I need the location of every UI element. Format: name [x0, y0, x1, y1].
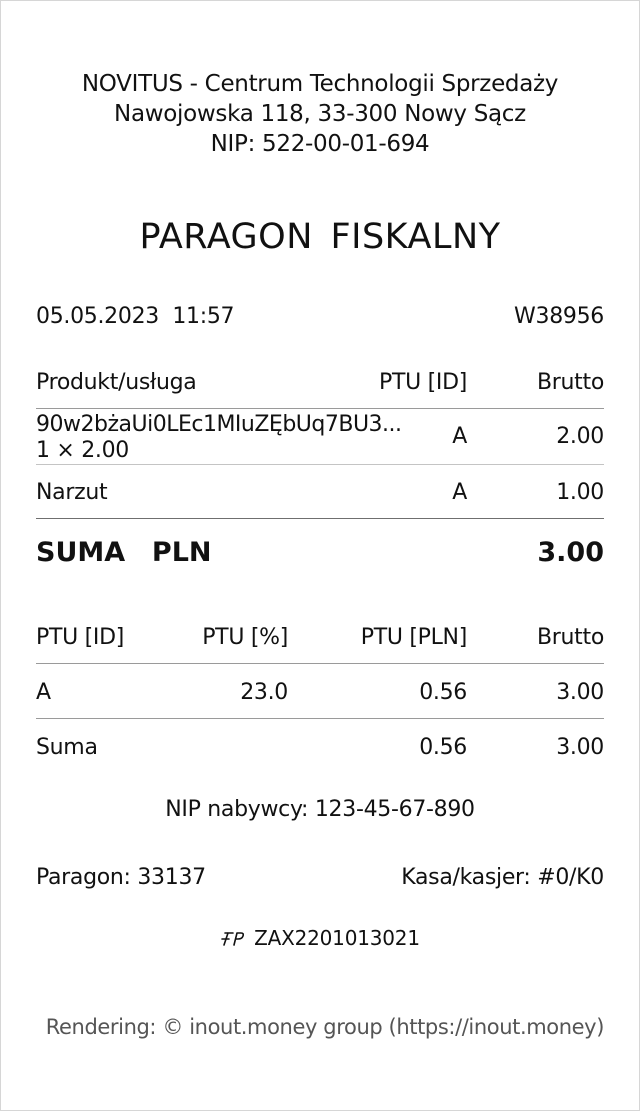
divider [36, 663, 604, 664]
surcharge-ptu: A [452, 480, 467, 505]
tax-row-id: A [36, 680, 51, 705]
tax-row-gross: 3.00 [556, 680, 604, 705]
items-header [36, 369, 604, 397]
divider [36, 408, 604, 409]
receipt-doc-number: W38956 [514, 304, 604, 329]
tax-row-pct: 23.0 [240, 680, 288, 705]
tax-header-pln: PTU [PLN] [360, 625, 467, 650]
tax-sum-gross: 3.00 [556, 735, 604, 760]
item-name: 90w2bżaUi0LEc1MIuŻĘbUq7BU3... [36, 413, 402, 437]
item-quantity: 1 × 2.00 [36, 438, 130, 463]
item-gross: 2.00 [556, 424, 604, 449]
receipt-meta-row [36, 303, 604, 331]
register-cashier: Kasa/kasjer: #0/K0 [401, 865, 604, 890]
item-ptu: A [452, 424, 467, 449]
seller-company: NOVITUS - Centrum Technologii Sprzedaży [81, 71, 559, 97]
receipt-number: Paragon: 33137 [36, 865, 206, 890]
buyer-nip: NIP nabywcy: 123-45-67-890 [165, 797, 475, 822]
receipt-datetime: 05.05.2023 11:57 [36, 304, 235, 329]
fiscal-pl-logo-icon [220, 927, 244, 953]
tax-row-pln: 0.56 [419, 680, 467, 705]
items-header-ptu: PTU [ID] [379, 370, 467, 395]
receipt-title: PARAGON FISKALNY [139, 217, 501, 257]
total-value: 3.00 [537, 537, 604, 568]
tax-sum-label: Suma [36, 735, 98, 760]
rendering-footer: Rendering: © inout.money group (https://inout.money) [45, 1015, 604, 1039]
divider [36, 464, 604, 465]
seller-address: Nawojowska 118, 33-300 Nowy Sącz [114, 101, 526, 127]
fiscal-code: ZAX2201013021 [254, 926, 420, 950]
seller-header [1, 69, 639, 159]
total-label: SUMA PLN [36, 537, 212, 568]
items-header-product: Produkt/usługa [36, 370, 197, 395]
divider [36, 718, 604, 719]
surcharge-label: Narzut [36, 480, 108, 505]
seller-nip: NIP: 522-00-01-694 [210, 131, 430, 157]
tax-header-id: PTU [ID] [36, 625, 124, 650]
tax-sum-pln: 0.56 [419, 735, 467, 760]
total-row [36, 535, 604, 571]
surcharge-gross: 1.00 [556, 480, 604, 505]
tax-header-pct: PTU [%] [202, 625, 288, 650]
tax-header-gross: Brutto [537, 625, 604, 650]
items-header-gross: Brutto [537, 370, 604, 395]
divider [36, 518, 604, 519]
fiscal-mark [1, 925, 639, 953]
